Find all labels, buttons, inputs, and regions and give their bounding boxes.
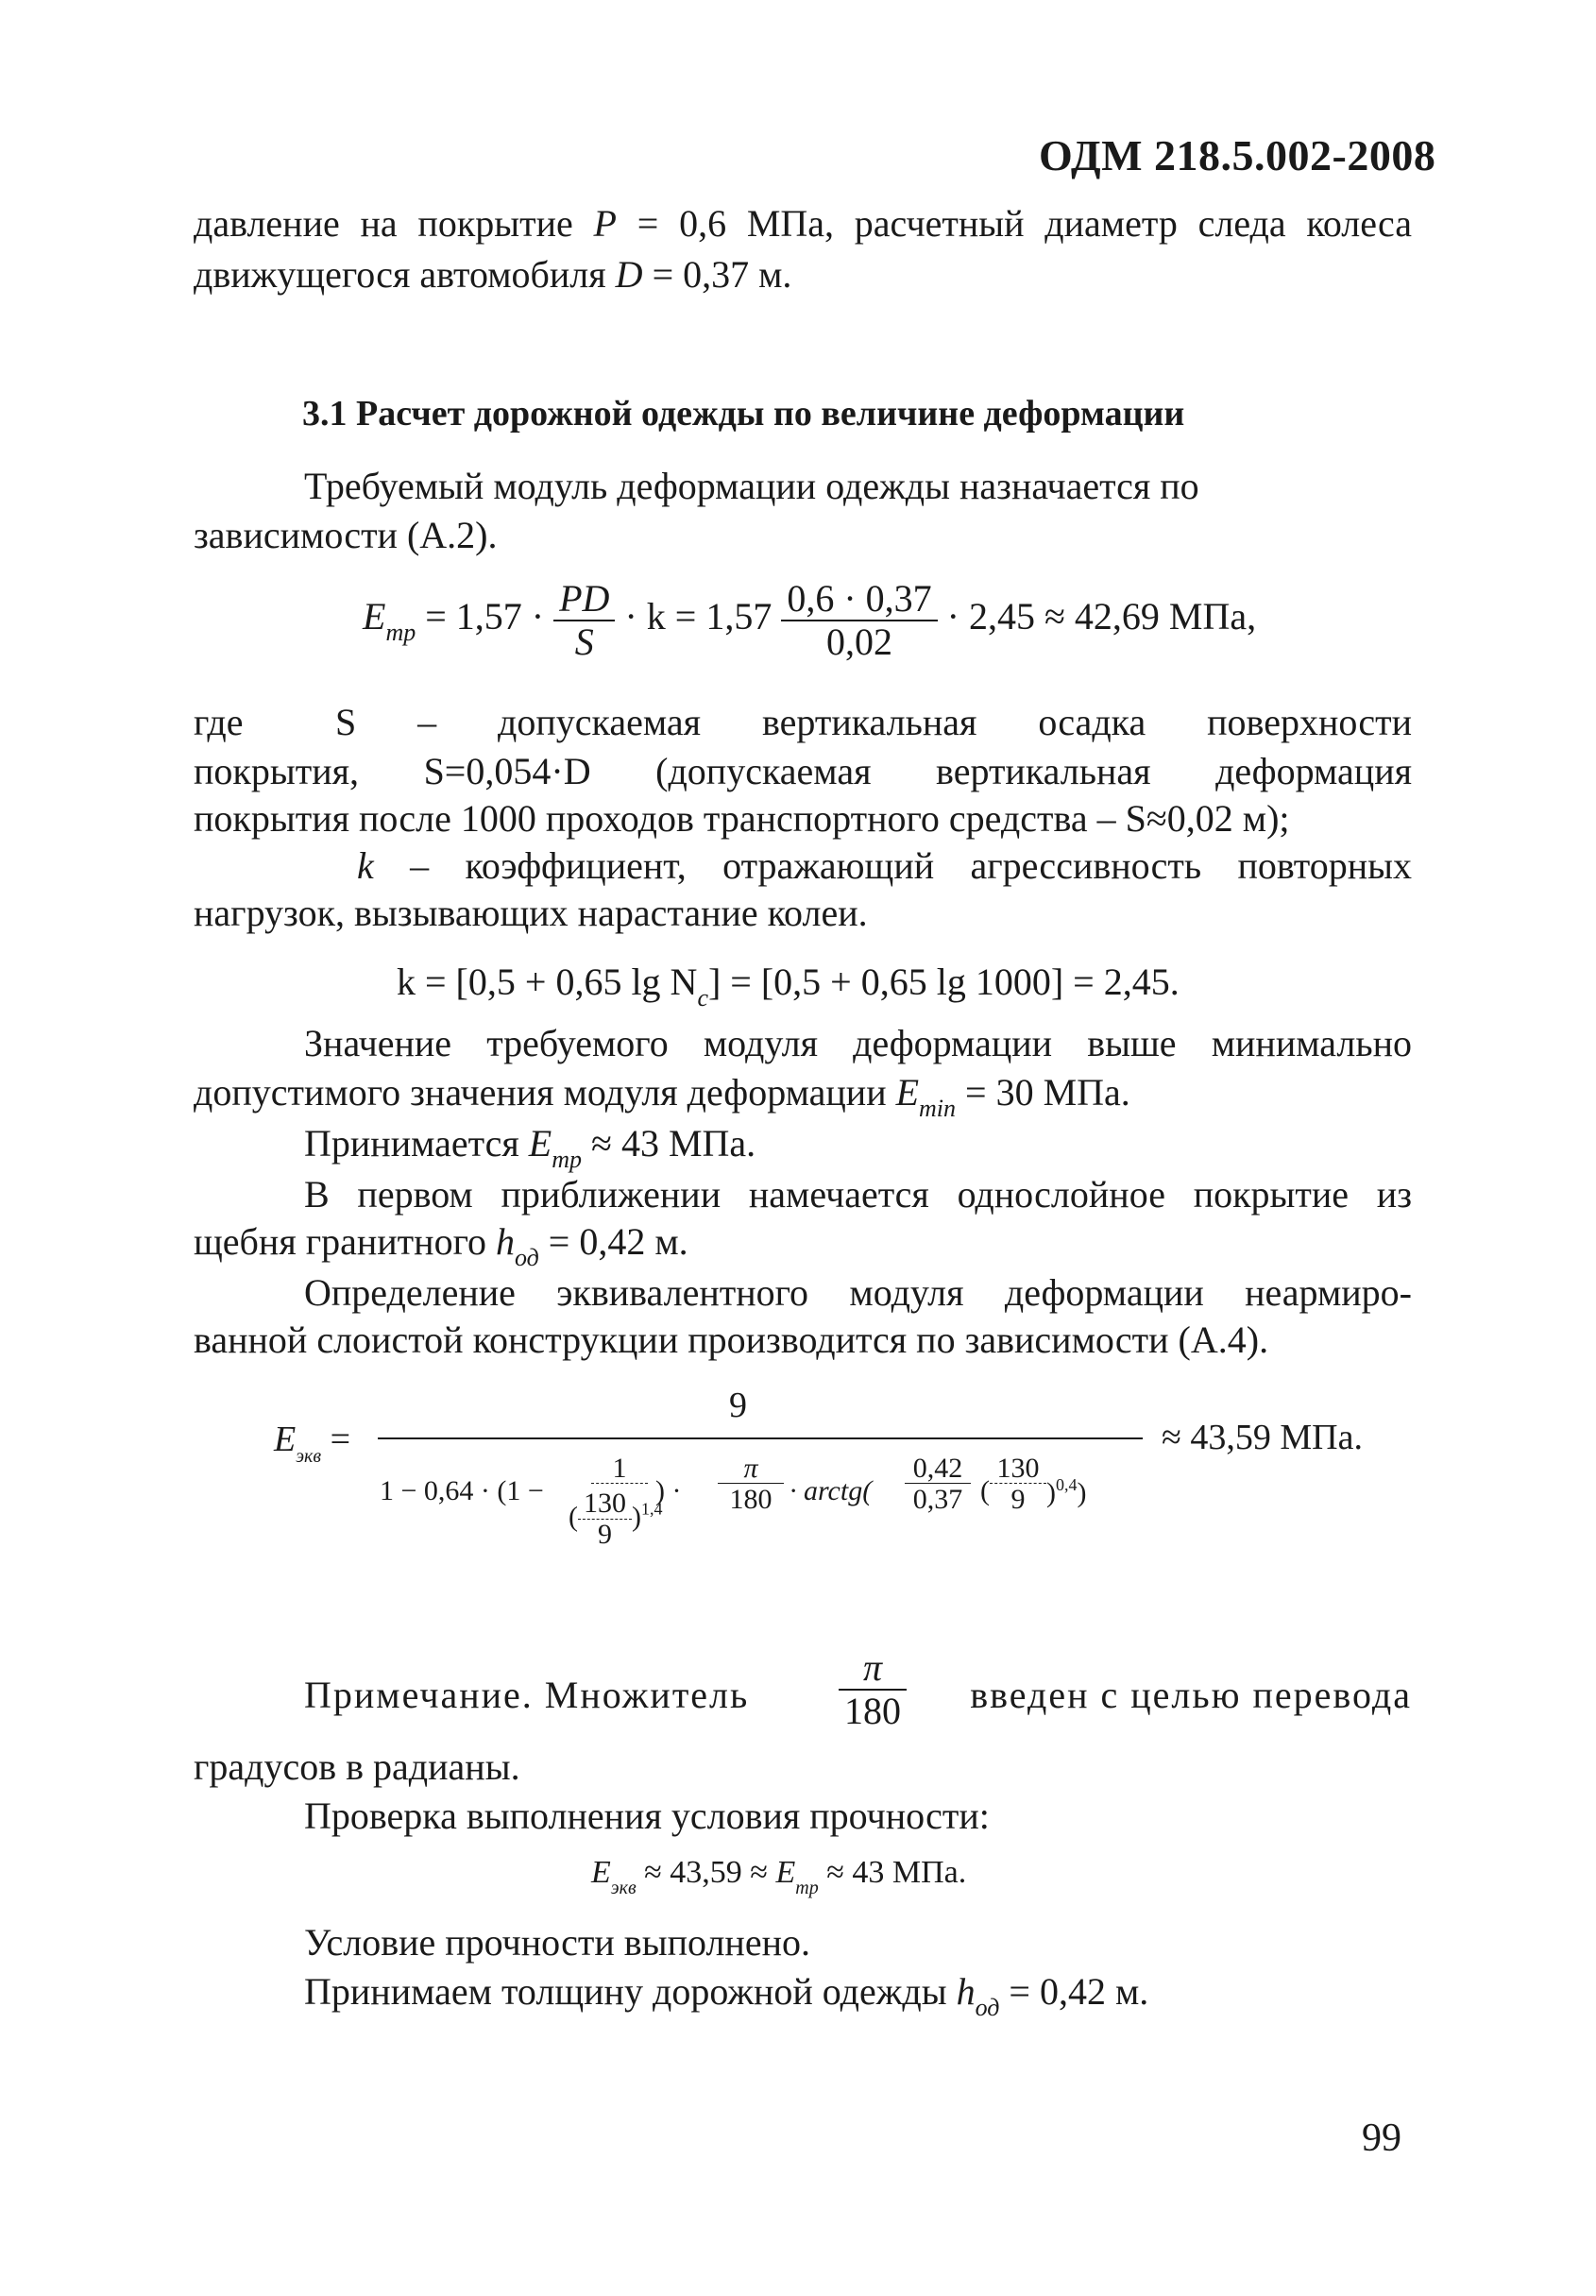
where-line-1: где S – допускаемая вертикальная осадка поверхности	[194, 701, 1412, 743]
paragraph-4-line-1: В первом приближении намечается однослойное покрытие из	[304, 1173, 1412, 1216]
equation-check: $E_{экв} \approx 43,59 \approx E_{тр} \approx 43$ МПа.	[591, 1855, 967, 1898]
note-fraction: $\frac{\pi}{180}$	[839, 1647, 907, 1732]
paragraph-4-line-2: щебня гранитного $h_{од} = 0,42$ м.	[194, 1220, 688, 1271]
paragraph-1-line-1: Требуемый модуль деформации одежды назначается по	[304, 465, 1199, 507]
page-number: 99	[1362, 2117, 1401, 2160]
section-title: 3.1 Расчет дорожной одежды по величине деформации	[302, 394, 1185, 434]
note-line-1: Примечание. Множитель $\frac{\pi}{180}$ введен с целью перевода	[304, 1646, 1412, 1732]
where-line-3: покрытия после 1000 проходов транспортного средства – S≈0,02 м);	[194, 797, 1290, 840]
paragraph-5-line-1: Определение эквивалентного модуля деформации неармиро-	[304, 1271, 1412, 1314]
fraction-pd-s: $\frac{PD}{S}$	[553, 578, 615, 663]
paragraph-6: Проверка выполнения условия прочности:	[304, 1794, 990, 1837]
paragraph-2-line-1: Значение требуемого модуля деформации выше минимально	[304, 1022, 1412, 1064]
paragraph-7: Условие прочности выполнено.	[304, 1921, 810, 1964]
document-code: ОДМ 218.5.002-2008	[1039, 131, 1436, 179]
intro-line-1: давление на покрытие P = 0,6 МПа, расчетный диаметр следа колеса	[194, 202, 1412, 245]
where-line-2: покрытия, S=0,054·D (допускаемая вертикальная деформация	[194, 750, 1412, 792]
equation-e-ekv: $E_{экв}$ = 9 ≈ 43,59 МПа. 1 − 0,64 · (1 − 1 ( $\frac{130}{9}$ )$^{1,4}$ ) · π 180 · arctg( 0,42 0,37 ( 130 9 )$^{0,4}$)	[274, 1386, 1363, 1550]
k-definition-line-2: нагрузок, вызывающих нарастание колеи.	[194, 892, 868, 934]
main-fraction-bar	[378, 1437, 1143, 1439]
paragraph-3: Принимается $E_{тр} \approx 43$ МПа.	[304, 1122, 756, 1173]
fraction-values: $\frac{0,6 \cdot 0,37}{0,02}$	[781, 578, 937, 663]
intro-line-2: движущегося автомобиля D = 0,37 м.	[194, 253, 792, 296]
note-line-2: градусов в радианы.	[194, 1745, 520, 1788]
paragraph-5-line-2: ванной слоистой конструкции производится по зависимости (А.4).	[194, 1318, 1269, 1361]
paragraph-1-line-2: зависимости (А.2).	[194, 514, 498, 556]
k-definition-line-1: k – коэффициент, отражающий агрессивность повторных	[357, 844, 1412, 887]
equation-k: k = [0,5 + 0,65 $\lg N_c] = [0,5 + 0,65$ lg 1000] = 2,45.	[397, 961, 1180, 1012]
equation-e-tr: $E_{тр} = 1,57$ · $\frac{PD}{S}$ · k = 1,57 $\frac{0,6 \cdot 0,37}{0,02}$ · 2,45 ≈ 42,69 МПа,	[363, 577, 1257, 663]
paragraph-8: Принимаем толщину дорожной одежды $h_{од} = 0,42$ м.	[304, 1970, 1149, 2021]
paragraph-2-line-2: допустимого значения модуля деформации $E_{min} = 30$ МПа.	[194, 1071, 1130, 1122]
